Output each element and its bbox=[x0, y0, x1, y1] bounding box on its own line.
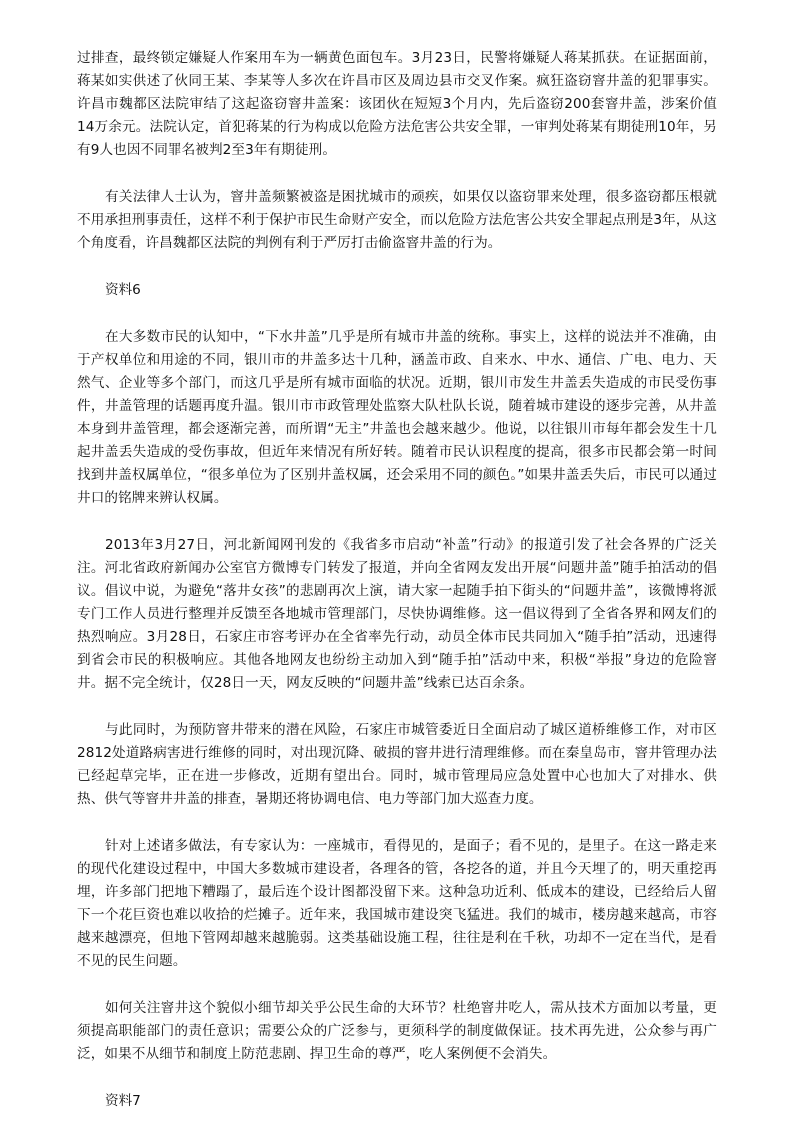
paragraph-spacer bbox=[77, 162, 717, 186]
document-page bbox=[77, 47, 717, 1113]
paragraph-spacer bbox=[77, 255, 717, 279]
paragraph-spacer bbox=[77, 811, 717, 835]
paragraph-spacer bbox=[77, 510, 717, 534]
paragraph-hebei-campaign: 2013年3月27日，河北新闻网刊发的《我省多市启动“补盖”行动》的报道引发了社会各界的广泛关注。河北省政府新闻办公室官方微博专门转发了报道，并向全省网友发出开展“问题井盖”随手拍活动的倡议。倡议中说，为避免“落井女孩”的悲剧再次上演，请大家一起随手拍下街头的“问题井盖”，该微博将派专门工作人员进行整理并反馈至各地城市管理部门，尽快协调维修。这一倡议得到了全省各界和网友们的热烈响应。3月28日，石家庄市容考评办在全省率先行动，动员全体市民共同加入“随手拍”活动，迅速得到省会市民的积极响应。其他各地网友也纷纷主动加入到“随手拍”活动中来，积极“举报”身边的危险窨井。据不完全统计，仅28日一天，网友反映的“问题井盖”线索已达百余条。 bbox=[77, 537, 717, 691]
paragraph-expert-view: 针对上述诸多做法，有专家认为：一座城市，看得见的，是面子；看不见的，是里子。在这一路走来的现代化建设过程中，中国大多数城市建设者，各理各的管，各挖各的道，并且今天埋了的，明天重挖再埋，许多部门把地下糟蹋了，最后连个设计图都没留下来。这种急功近利、低成本的建设，已经给后人留下一个花巨资也难以收拾的烂摊子。近年来，我国城市建设突飞猛进。我们的城市，楼房越来越高，市容越来越漂亮，但地下管网却越来越脆弱。这类基础设施工程，往往是利在千秋，功却不一定在当代，是看不见的民生问题。 bbox=[77, 838, 717, 969]
paragraph-spacer bbox=[77, 1066, 717, 1090]
paragraph-yinchuan-manhole: 在大多数市民的认知中，“下水井盖”几乎是所有城市井盖的统称。事实上，这样的说法并不准确，由于产权单位和用途的不同，银川市的井盖多达十几种，涵盖市政、自来水、中水、通信、广电、电力、天然气、企业等多个部门，而这几乎是所有城市面临的状况。近期，银川市发生井盖丢失造成的市民受伤事件，井盖管理的话题再度升温。银川市市政管理处监察大队杜队长说，随着城市建设的逐步完善，从井盖本身到井盖管理，都会逐渐完善，而所谓“无主”井盖也会越来越少。他说，以往银川市每年都会发生十几起井盖丢失造成的受伤事故，但近年来情况有所好转。随着市民认识程度的提高，很多市民都会第一时间找到井盖权属单位，“很多单位为了区别井盖权属，还会采用不同的颜色。”如果井盖丢失后，市民可以通过井口的铭牌来辨认权属。 bbox=[77, 329, 717, 506]
paragraph-spacer bbox=[77, 973, 717, 997]
section-heading-material-6: 资料6 bbox=[105, 282, 141, 298]
paragraph-spacer bbox=[77, 302, 717, 326]
paragraph-spacer bbox=[77, 695, 717, 719]
paragraph-conclusion: 如何关注窨井这个貌似小细节却关乎公民生命的大环节？杜绝窨井吃人，需从技术方面加以考量，更须提高职能部门的责任意识；需要公众的广泛参与，更须科学的制度做保证。技术再先进，公众参与再广泛，如果不从细节和制度上防范悲剧、捍卫生命的尊严，吃人案例便不会消失。 bbox=[77, 1000, 717, 1062]
paragraph-shijiazhuang-repair: 与此同时，为预防窨井带来的潜在风险，石家庄市城管委近日全面启动了城区道桥维修工作，对市区2812处道路病害进行维修的同时，对出现沉降、破损的窨井进行清理维修。而在秦皇岛市，窨井管理办法已经起草完毕，正在进一步修改，近期有望出台。同时，城市管理局应急处置中心也加大了对排水、供热、供气等窨井井盖的排查，暑期还将协调电信、电力等部门加大巡查力度。 bbox=[77, 722, 717, 807]
paragraph-legal-opinion: 有关法律人士认为，窨井盖频繁被盗是困扰城市的顽疾，如果仅以盗窃罪来处理，很多盗窃都压根就不用承担刑事责任，这样不利于保护市民生命财产安全，而以危险方法危害公共安全罪起点刑是3年，从这个角度看，许昌魏都区法院的判例有利于严厉打击偷盗窨井盖的行为。 bbox=[77, 189, 717, 251]
paragraph-case-continuation: 过排查，最终锁定嫌疑人作案用车为一辆黄色面包车。3月23日，民警将嫌疑人蒋某抓获。在证据面前，蒋某如实供述了伙同王某、李某等人多次在许昌市区及周边县市交叉作案。疯狂盗窃窨井盖的犯罪事实。许昌市魏都区法院审结了这起盗窃窨井盖案：该团伙在短短3个月内，先后盗窃200套窨井盖，涉案价值14万余元。法院认定，首犯蒋某的行为构成以危险方法危害公共安全罪，一审判处蒋某有期徒刑10年，另有9人也因不同罪名被判2至3年有期徒刑。 bbox=[77, 50, 717, 158]
section-heading-material-7: 资料7 bbox=[105, 1093, 141, 1109]
